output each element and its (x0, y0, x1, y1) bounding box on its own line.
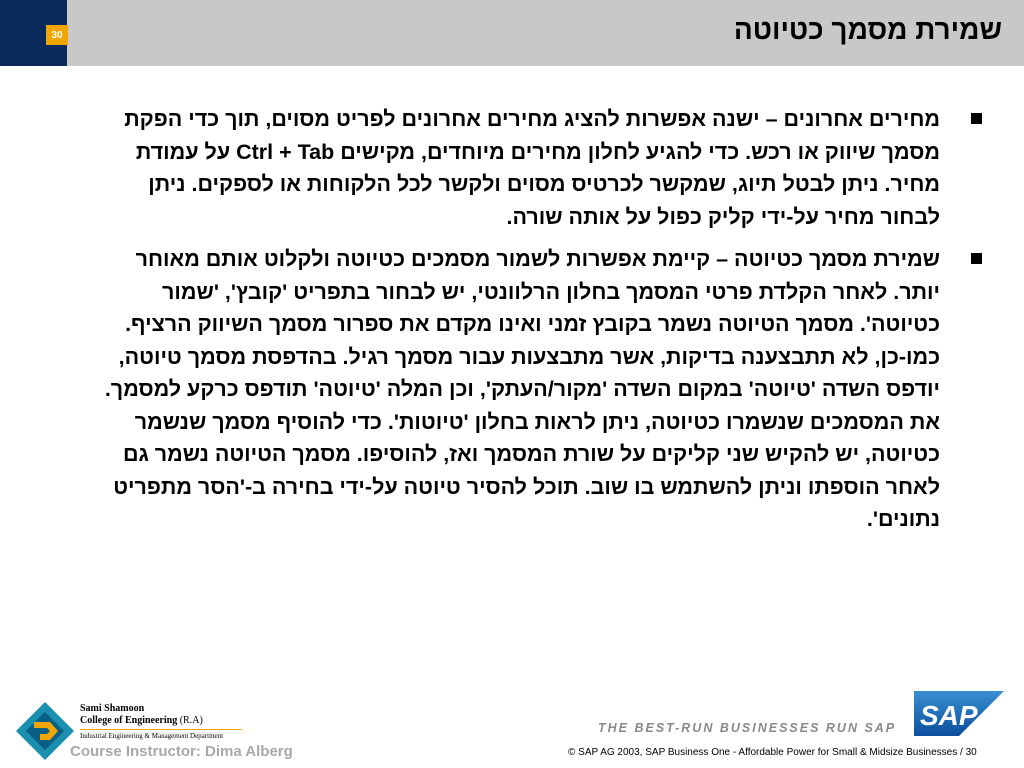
college-divider (80, 729, 242, 730)
square-bullet-icon (971, 113, 982, 124)
page-number-badge: 30 (46, 25, 68, 45)
sap-logo-text: SAP (920, 700, 978, 731)
college-name-line2 (80, 715, 203, 726)
bullet-item-last-prices (90, 103, 990, 233)
sap-logo-icon (914, 691, 1004, 736)
bullet-item-save-draft (90, 243, 990, 536)
square-bullet-icon (971, 253, 982, 264)
college-name-text: College of Engineering (80, 715, 178, 726)
bullet-text: שמירת מסמך כטיוטה – קיימת אפשרות לשמור מסמכים כטיוטה ולקלוט אותם מאוחר יותר. לאחר הקלדת פרטי המסמך בחלון הרלוונטי, יש לבחור בתפריט 'קובץ', 'שמור כטיוטה'. מסמך הטיוטה נשמר בקובץ זמני ואינו מקדם את ספרור מסמך השיווק הרציף. כמו-כן, לא תתבצענה בדיקות, אשר מתבצעות עבור מסמך רגיל. בהדפסת מסמך טיוטה, יודפס השדה 'טיוטה' במקום השדה 'מקור/העתק', וכן המלה 'טיוטה' תודפס כרקע למסמך. את המסמכים שנשמרו כטיוטה, ניתן לראות בחלון 'טיוטות'. כדי להוסיף מסמך שנשמר כטיוטה, יש להקיש שני קליקים על שורת המסמך ואז, להוסיפו. מסמך הטיוטה נשמר גם לאחר הוספתו וניתן להשתמש בו שוב. תוכל להסיר טיוטה על-ידי בחירה ב-'הסר מתפריט נתונים'. (104, 247, 940, 531)
sap-slogan: THE BEST-RUN BUSINESSES RUN SAP (598, 721, 897, 735)
course-instructor: Course Instructor: Dima Alberg (70, 743, 293, 760)
bullet-list (90, 103, 990, 546)
copyright-notice: © SAP AG 2003, SAP Business One - Affordable Power for Small & Midsize Businesses / 30 (568, 747, 977, 758)
college-diamond-logo-icon (14, 700, 76, 762)
bullet-text: מחירים אחרונים – ישנה אפשרות להציג מחירים אחרונים לפריט מסוים, תוך כדי הפקת מסמך שיווק או רכש. כדי להגיע לחלון מחירים מיוחדים, מקישים Ctrl + Tab על עמודת מחיר. ניתן לבטל תיוג, שמקשר לכרטיס מסוים ולקשר לכל הלקוחות או לספקים. ניתן לבחור מחיר על-ידי קליק כפול על אותה שורה. (124, 107, 940, 229)
department-name: Industrial Engineering & Management Department (80, 732, 224, 740)
slide-title: שמירת מסמך כטיוטה (733, 14, 1002, 45)
college-name-line1: Sami Shamoon (80, 703, 145, 714)
college-ra: (R.A) (179, 715, 203, 726)
